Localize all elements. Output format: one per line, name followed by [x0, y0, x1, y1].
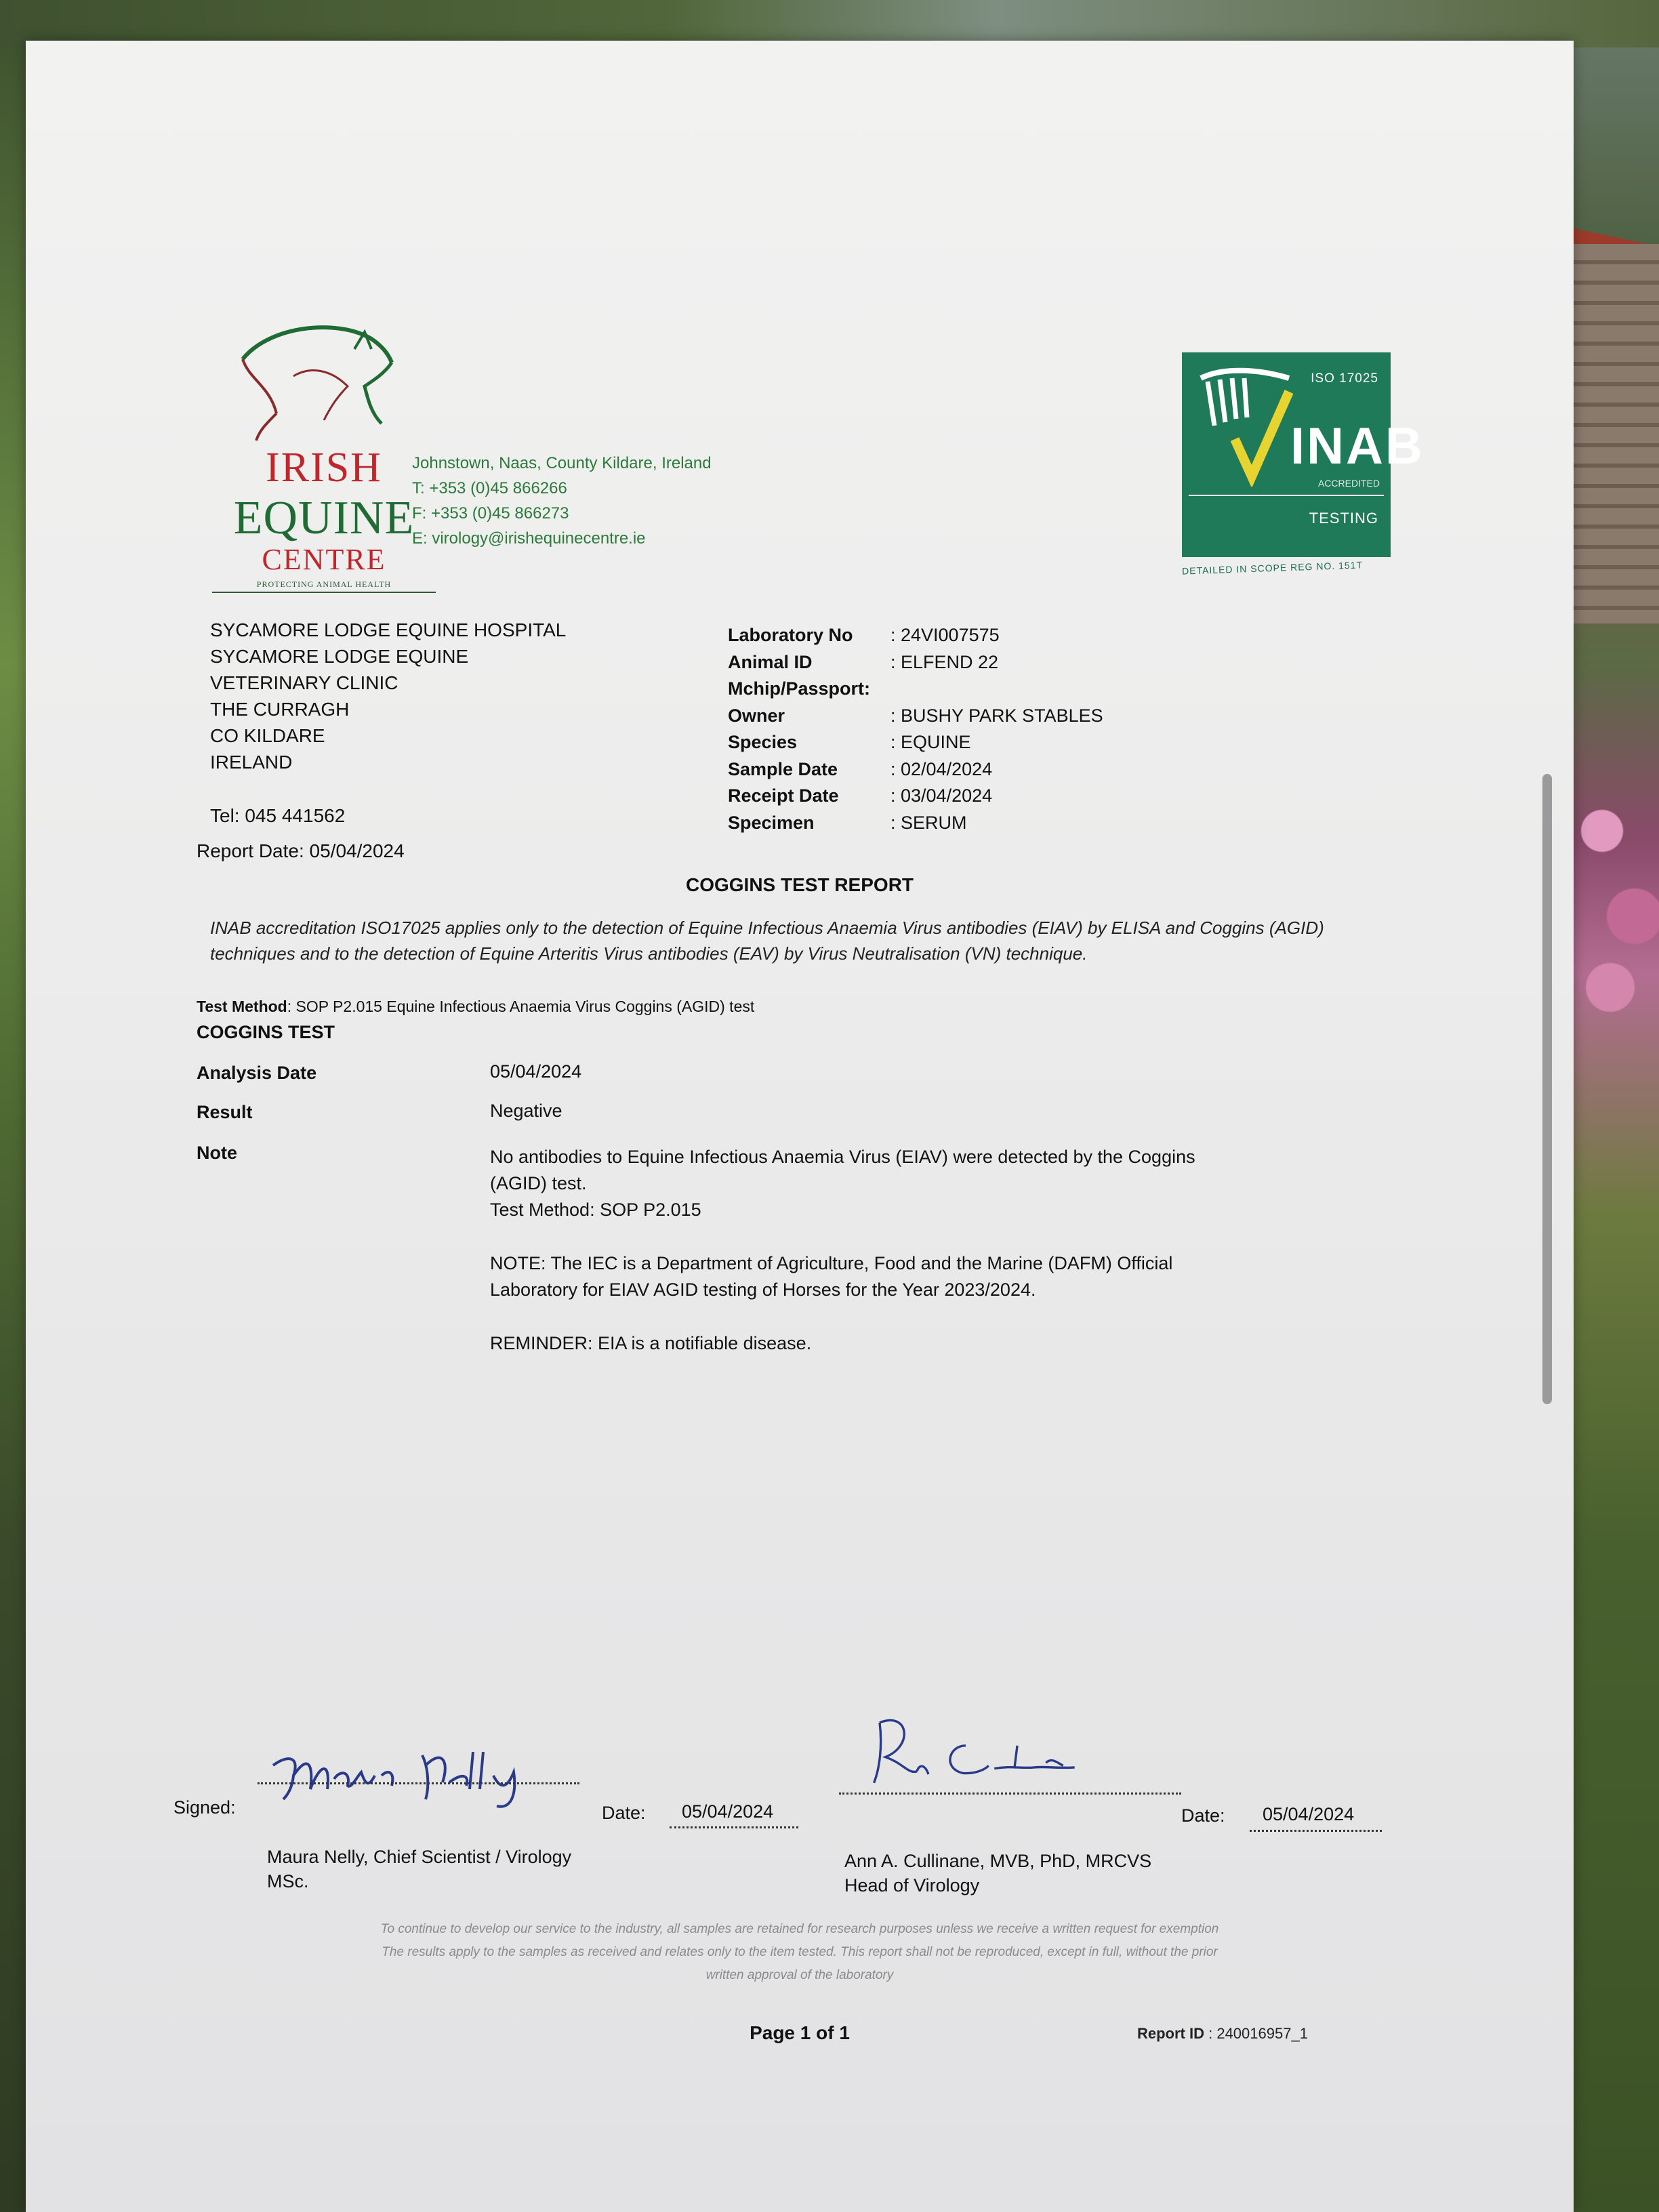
section-heading: COGGINS TEST: [197, 1022, 335, 1042]
report-title: COGGINS TEST REPORT: [685, 874, 914, 895]
date-line-right: [1250, 1830, 1382, 1832]
field-value: : 03/04/2024: [890, 785, 993, 806]
field-row: [728, 729, 1103, 756]
test-method-label: Test Method: [197, 998, 287, 1015]
field-value: : SERUM: [890, 812, 967, 833]
date-value-right: 05/04/2024: [1263, 1804, 1355, 1824]
field-row: [728, 676, 1103, 703]
signatory-right: [844, 1849, 1151, 1898]
field-row: [728, 703, 1103, 730]
field-value: : 24VI007575: [890, 625, 1000, 645]
scrollbar-thumb[interactable]: [1542, 774, 1552, 1404]
field-value: : 02/04/2024: [890, 758, 993, 779]
page-number: Page 1 of 1: [750, 2022, 850, 2043]
field-label: Specimen: [728, 812, 815, 833]
result-value: Negative: [490, 1101, 562, 1121]
signatory-left-name: Maura Nelly, Chief Scientist / Virology: [267, 1847, 572, 1867]
note-text: [490, 1144, 1235, 1384]
signed-label: Signed:: [173, 1797, 236, 1818]
signature-line-left: [258, 1782, 579, 1784]
signatory-right-title: Head of Virology: [844, 1875, 980, 1896]
lab-phone: T: +353 (0)45 866266: [412, 479, 567, 497]
recipient-line: IRELAND: [210, 752, 293, 773]
analysis-date-value: 05/04/2024: [490, 1061, 582, 1082]
recipient-line: VETERINARY CLINIC: [210, 672, 398, 693]
sample-details: [728, 622, 1103, 836]
signatory-left: [267, 1845, 571, 1893]
signature-line-right: [839, 1793, 1181, 1795]
lab-email: E: virology@irishequinecentre.ie: [412, 529, 646, 548]
field-row: [728, 783, 1103, 810]
recipient-tel: Tel: 045 441562: [210, 805, 346, 826]
field-label: Mchip/Passport:: [728, 678, 871, 699]
analysis-date-label: Analysis Date: [197, 1063, 317, 1083]
horse-logo-icon: [229, 312, 405, 447]
date-line-left: [670, 1826, 798, 1828]
disclaimer-line: written approval of the laboratory: [705, 1968, 894, 1982]
inab-name: INAB: [1290, 417, 1425, 475]
inab-testing-label: TESTING: [1309, 510, 1378, 527]
field-row: [728, 810, 1103, 837]
disclaimer-line: The results apply to the samples as received and relates only to the item tested. This report shall not be reproduced, except in full, without the prior: [382, 1945, 1218, 1959]
disclaimer: [26, 1918, 1574, 1987]
background-barn: [1571, 244, 1659, 623]
signatory-right-name: Ann A. Cullinane, MVB, PhD, MRCVS: [844, 1851, 1152, 1871]
inab-accredited-label: ACCREDITED: [1317, 478, 1380, 489]
field-value: : ELFEND 22: [890, 651, 999, 672]
field-label: Species: [728, 732, 798, 752]
inab-divider: [1189, 495, 1384, 496]
inab-iso-label: ISO 17025: [1311, 371, 1378, 386]
signature-nelly-icon: [266, 1735, 551, 1809]
result-label: Result: [197, 1102, 253, 1122]
note-paragraph: No antibodies to Equine Infectious Anaemia Virus (EIAV) were detected by the Coggins (AGID) test.: [490, 1147, 1195, 1193]
report-id-value: : 240016957_1: [1204, 2025, 1308, 2042]
logo-text-equine: EQUINE: [233, 492, 415, 544]
logo-text-irish: IRISH: [266, 445, 382, 491]
recipient-address: [210, 617, 566, 775]
lab-contact-block: [412, 451, 712, 551]
report-id-label: Report ID: [1137, 2025, 1204, 2042]
note-label: Note: [197, 1143, 237, 1163]
note-reminder: REMINDER: EIA is a notifiable disease.: [490, 1333, 812, 1353]
report-document: [26, 41, 1574, 2212]
disclaimer-line: To continue to develop our service to the industry, all samples are retained for research purposes unless we receive a written request for exemption: [380, 1922, 1219, 1936]
signature-cullinane-icon: [839, 1711, 1144, 1786]
field-label: Sample Date: [728, 758, 838, 779]
lab-fax: F: +353 (0)45 866273: [412, 504, 569, 523]
lab-address: Johnstown, Naas, County Kildare, Ireland: [412, 454, 712, 472]
field-label: Owner: [728, 705, 785, 726]
field-label: Laboratory No: [728, 625, 853, 645]
note-method: Test Method: SOP P2.015: [490, 1200, 701, 1220]
field-row: [728, 622, 1103, 649]
harp-check-icon: [1194, 365, 1296, 487]
report-date: Report Date: 05/04/2024: [197, 840, 405, 861]
report-id: [1137, 2025, 1308, 2043]
recipient-line: SYCAMORE LODGE EQUINE: [210, 646, 469, 667]
field-label: Animal ID: [728, 651, 813, 672]
date-label-right: Date:: [1181, 1805, 1225, 1826]
accreditation-note: INAB accreditation ISO17025 applies only to the detection of Equine Infectious Anaemia Virus antibodies (EIAV) by ELISA and Coggins (AGID) techniques and to the detection of Equine Arteritis Virus antibodies (EAV) by Virus Neutralisation (VN) technique.: [210, 918, 1324, 964]
signatory-left-qualification: MSc.: [267, 1871, 309, 1891]
field-label: Receipt Date: [728, 785, 839, 806]
logo-text-centre: CENTRE: [262, 543, 386, 576]
recipient-line: CO KILDARE: [210, 725, 325, 746]
inab-scope-text: DETAILED IN SCOPE REG NO. 151T: [1181, 559, 1364, 577]
inab-accreditation-badge: [1182, 352, 1425, 557]
field-row: [728, 649, 1103, 676]
field-value: : BUSHY PARK STABLES: [890, 705, 1103, 726]
logo-tagline: PROTECTING ANIMAL HEALTH: [212, 579, 436, 593]
test-method-value: : SOP P2.015 Equine Infectious Anaemia Virus Coggins (AGID) test: [287, 998, 755, 1015]
test-method: [197, 998, 754, 1016]
recipient-line: THE CURRAGH: [210, 699, 350, 720]
field-value: : EQUINE: [890, 732, 971, 752]
note-paragraph: NOTE: The IEC is a Department of Agriculture, Food and the Marine (DAFM) Official Laboratory for EIAV AGID testing of Horses for the Year 2023/2024.: [490, 1253, 1173, 1300]
date-label-left: Date:: [602, 1803, 646, 1823]
recipient-line: SYCAMORE LODGE EQUINE HOSPITAL: [210, 619, 567, 640]
field-row: [728, 756, 1103, 783]
date-value-left: 05/04/2024: [682, 1801, 774, 1822]
background-flowers: [1578, 745, 1659, 1030]
